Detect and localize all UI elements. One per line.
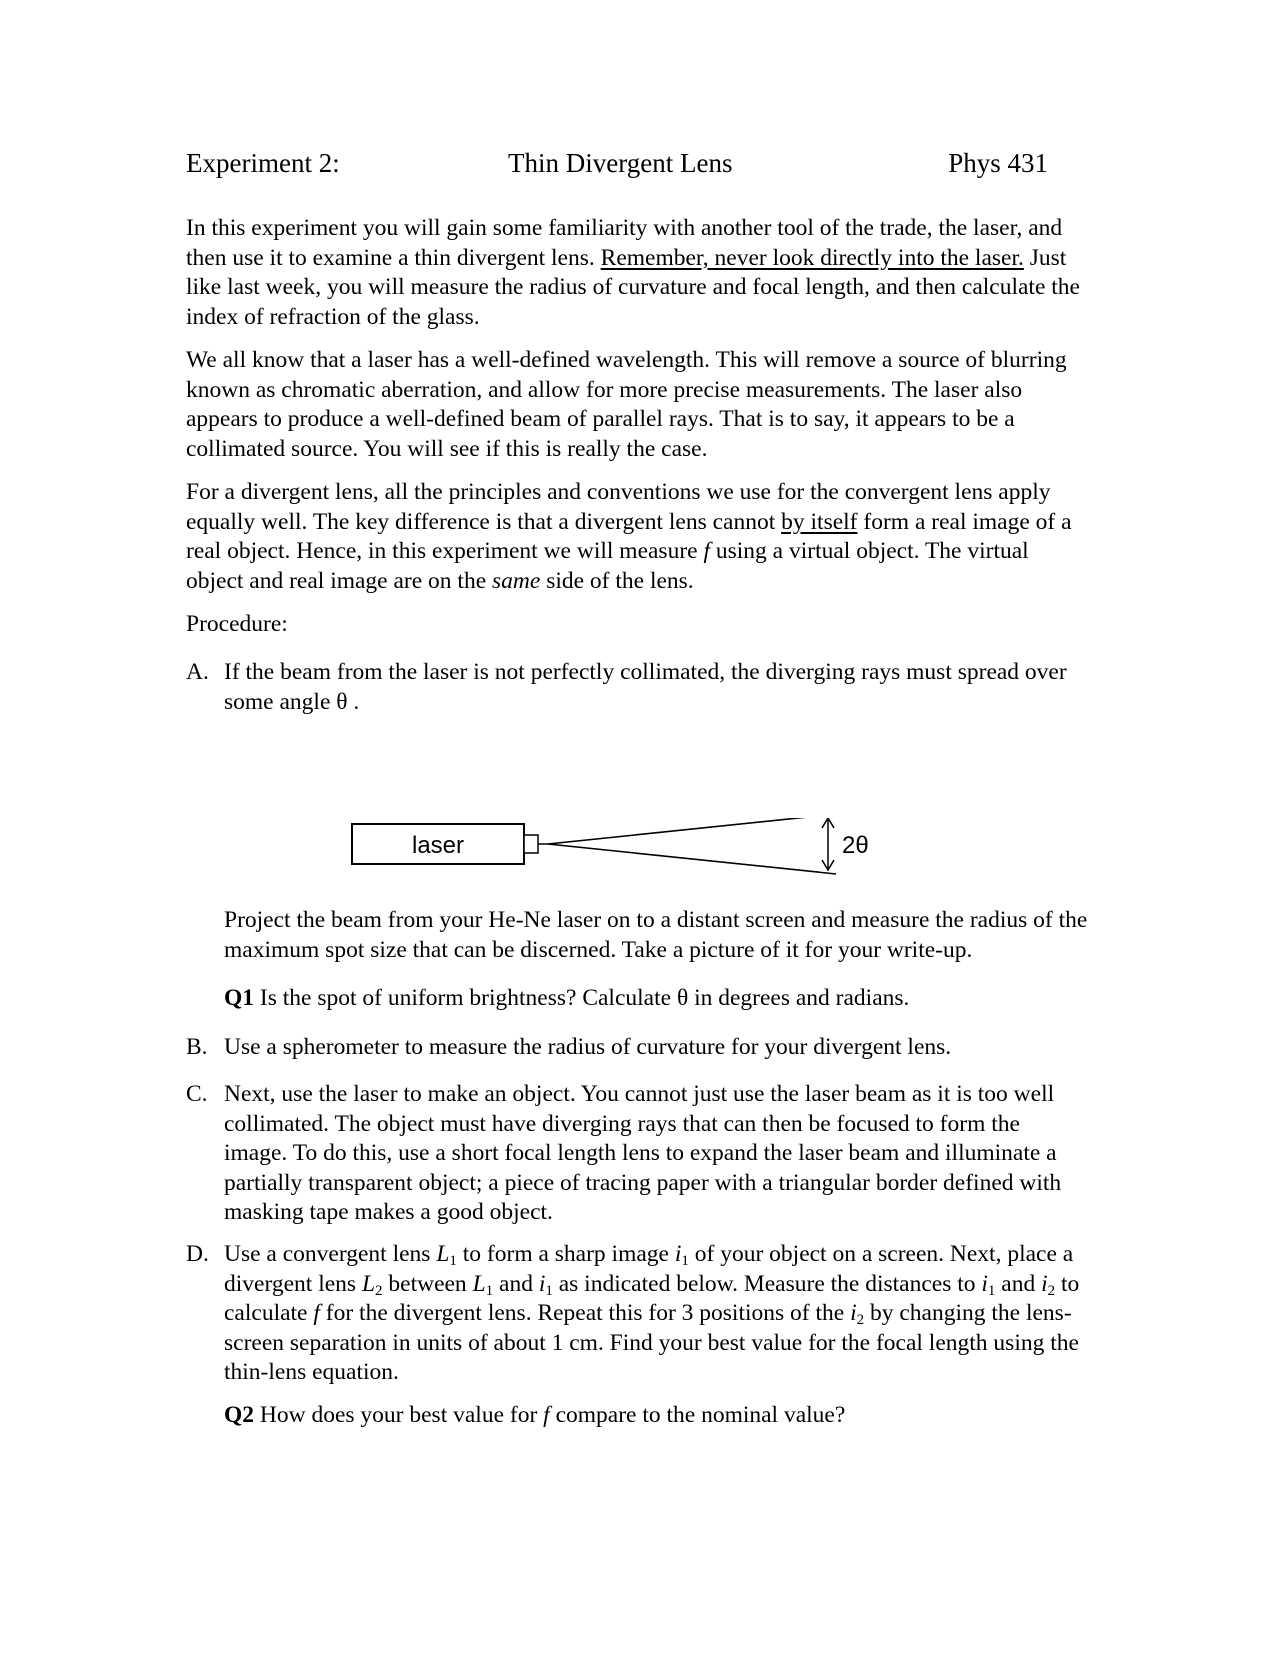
emphasis-underline: by itself <box>781 508 858 535</box>
step-marker: C. <box>186 1081 208 1107</box>
symbol-i: i <box>538 1270 546 1297</box>
text-run: side of the lens. <box>540 567 694 594</box>
text-run: form a real image of a real object. Hence, in this experiment we will measure <box>186 508 1072 564</box>
safety-warning: Remember, never look directly into the laser. <box>600 244 1024 271</box>
step-a <box>186 658 1086 717</box>
question-text: compare to the nominal value? <box>549 1402 846 1428</box>
step-c <box>186 1080 1086 1228</box>
question-label: Q1 <box>224 985 255 1011</box>
emphasis-italic: same <box>492 567 541 594</box>
step-d <box>186 1240 1086 1388</box>
symbol-i: i <box>981 1270 988 1297</box>
symbol-L: L <box>472 1270 486 1297</box>
symbol-f: f <box>313 1300 320 1326</box>
step-text: Use a spherometer to measure the radius of curvature for your divergent lens. <box>224 1034 952 1060</box>
question-text: How does your best value for <box>254 1402 544 1428</box>
text-run: In this experiment you will gain some familiarity with another tool of the trade, the laser, and then use it to examine a thin divergent lens. <box>186 215 1063 271</box>
intro-paragraph-3 <box>186 478 1086 596</box>
experiment-number: Experiment 2: <box>186 148 340 178</box>
laser-divergence-diagram <box>350 818 930 898</box>
project-instruction: Project the beam from your He-Ne laser on to a distant screen and measure the radius of the maximum spot size that can be discerned. Take a picture of it for your write-up. <box>224 907 1088 963</box>
page-title: Thin Divergent Lens <box>508 148 733 178</box>
symbol-L: L <box>436 1241 450 1267</box>
intro-paragraph-1 <box>186 214 1086 332</box>
symbol-i: i <box>1041 1270 1048 1297</box>
course-code: Phys 431 <box>948 148 1048 178</box>
laser-label: laser <box>411 832 465 859</box>
question-text: Is the spot of uniform brightness? Calculate θ in degrees and radians. <box>254 985 910 1011</box>
lower-ray-inner <box>548 844 820 872</box>
angle-label: 2θ <box>842 832 869 859</box>
text-run: For a divergent lens, all the principles and conventions we use for the convergent lens apply equally well. The key difference is that a divergent lens cannot <box>186 479 1051 535</box>
symbol-i: i <box>674 1241 682 1267</box>
upper-ray-inner <box>548 818 820 844</box>
step-text: If the beam from the laser is not perfectly collimated, the diverging rays must spread over some angle θ . <box>224 659 1067 715</box>
page-header <box>186 148 1048 188</box>
symbol-i: i <box>850 1300 857 1326</box>
question-2 <box>224 1401 1094 1431</box>
step-marker: A. <box>186 659 209 685</box>
symbol-L: L <box>361 1270 376 1297</box>
text-run: using a virtual object. The virtual object and real image are on the <box>186 538 1029 594</box>
symbol-f: f <box>703 538 710 564</box>
step-marker: B. <box>186 1034 208 1060</box>
step-b <box>186 1033 1086 1063</box>
step-marker: D. <box>186 1241 209 1267</box>
intro-paragraph-2: We all know that a laser has a well-defined wavelength. This will remove a source of blurring known as chromatic aberration, and allow for more precise measurements. The laser also appears to produce a well-defined beam of parallel rays. That is to say, it appears to be a collimated source. You will see if this is really the case. <box>186 347 1067 462</box>
text-run: Just like last week, you will measure the radius of curvature and focal length, and then calculate the index of refraction of the glass. <box>186 244 1080 330</box>
symbol-f: f <box>543 1402 550 1428</box>
question-label: Q2 <box>224 1402 255 1428</box>
procedure-heading: Procedure: <box>186 611 288 637</box>
question-1 <box>224 984 1094 1014</box>
step-text: Use a convergent lens $L_1$ to form a sharp image $i_1$ of your object on a screen. Next, place a divergent lens $L_2$ between $L_1$ and $i_1$ as indicated below. Measure the distances to $i_1$ and $i_2$ to calculate f for the divergent lens. Repeat this for 3 positions of the $i_2$ by changing the lens-screen separation in units of about 1 cm. Find your best value for the focal length using the thin-lens equation. <box>224 1241 1080 1385</box>
step-text: Next, use the laser to make an object. You cannot just use the laser beam as it is too well collimated. The object must have diverging rays that can then be focused to form the image. To do this, use a short focal length lens to expand the laser beam and illuminate a partially transparent object; a piece of tracing paper with a triangular border defined with masking tape makes a good object. <box>224 1081 1062 1225</box>
upper-ray <box>548 818 836 844</box>
laser-aperture <box>524 835 538 853</box>
